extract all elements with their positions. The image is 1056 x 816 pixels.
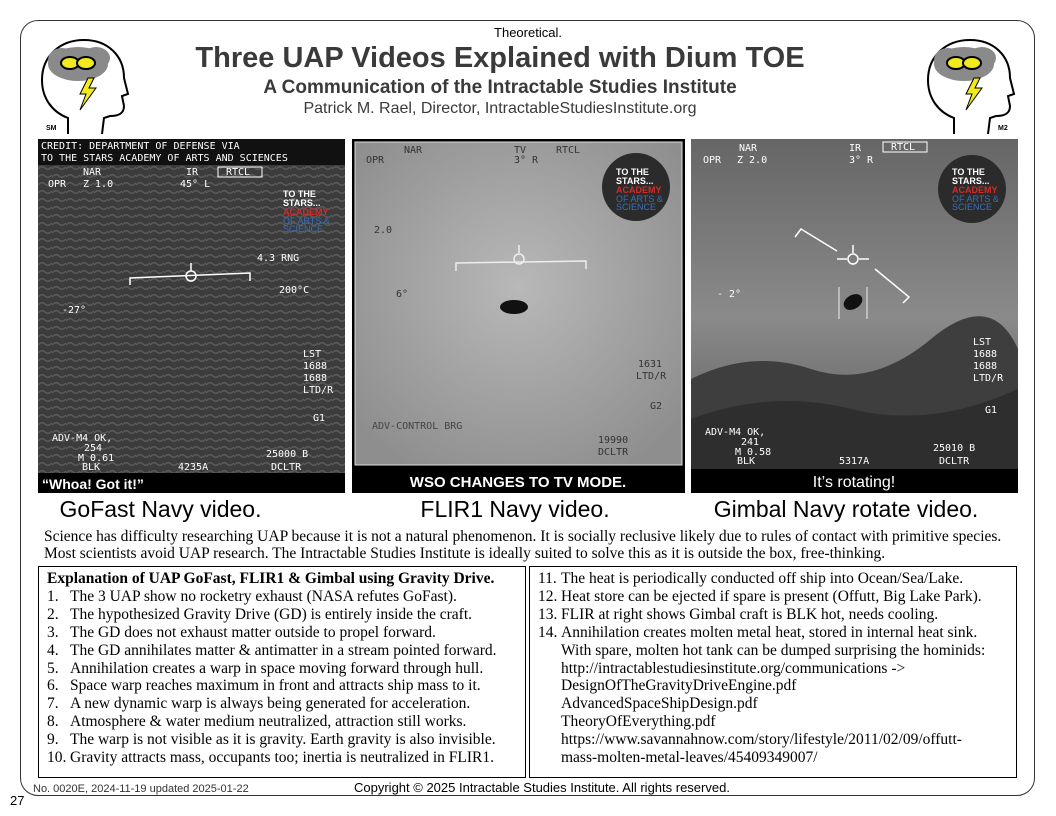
opr-label: OPR — [703, 155, 722, 166]
mach-label: M 0.58 — [735, 447, 772, 458]
readout-1688-b: 1688 — [303, 373, 328, 384]
spaceship-design-doc-link[interactable]: AdvancedSpaceShipDesign.pdf — [561, 695, 758, 713]
tts-line-5: SCIENCE — [616, 202, 657, 212]
tts-line-5: SCIENCE — [283, 224, 324, 234]
intro-paragraph: Science has difficulty researching UAP because it is not a natural phenomenon. It is socially reclusive likely due to rules of contact with primitive species. Most scientists avoid UAP research. The Intractable Studies Institute is ideally suited to solve this as it is outside the box, free-thinking. — [44, 528, 1002, 562]
nar-label: NAR — [739, 143, 758, 154]
list-item: 14. Annihilation creates molten metal heat, stored in internal heat sink. — [538, 623, 978, 641]
blk-label: BLK — [737, 456, 756, 467]
tts-line-1: TO THE — [616, 167, 649, 177]
brain-head-icon — [924, 36, 1020, 136]
explanation-box-left — [38, 566, 526, 778]
list-item: 5. Annihilation creates a warp in space moving forward through hull. — [47, 659, 484, 677]
gravity-drive-doc-link[interactable]: DesignOfTheGravityDriveEngine.pdf — [561, 677, 797, 695]
tts-line-2: STARS... — [952, 176, 990, 186]
tts-line-4: OF ARTS & — [283, 216, 330, 226]
copyright: Copyright © 2025 Intractable Studies Institute. All rights reserved. — [354, 780, 730, 795]
code-label: 4235A — [178, 462, 209, 473]
brain-head-icon — [38, 36, 134, 136]
tv-label: TV — [514, 145, 527, 156]
tts-line-3: ACADEMY — [952, 185, 998, 195]
readout-1688-a: 1688 — [303, 361, 328, 372]
nar-label: NAR — [404, 145, 423, 156]
rtcl-label: RTCL — [226, 167, 251, 178]
readout-1631: 1631 — [638, 359, 663, 370]
dcltr-label: DCLTR — [271, 462, 302, 473]
flir1-video-frame — [352, 139, 685, 493]
gofast-video-frame — [38, 139, 345, 493]
temp-label: 200°C — [279, 285, 310, 296]
adv-label: ADV-M4 OK, — [705, 427, 766, 438]
gimbal-caption: Gimbal Navy rotate video. — [713, 496, 979, 522]
list-item: 1. The 3 UAP show no rocketry exhaust (NASA refutes GoFast). — [47, 587, 457, 605]
tts-line-1: TO THE — [952, 167, 985, 177]
angle-label: 45° L — [180, 179, 211, 190]
elevation-label: 6° — [396, 289, 409, 300]
tts-line-1: TO THE — [283, 189, 316, 199]
range-label: 4.3 RNG — [257, 253, 300, 264]
tts-line-3: ACADEMY — [616, 185, 662, 195]
altitude-label: 19990 — [598, 435, 629, 446]
service-mark: SM — [46, 125, 57, 132]
altitude-label: 25010 B — [933, 443, 976, 454]
savannah-news-link-cont[interactable]: mass-molten-metal-leaves/45409349007/ — [561, 749, 818, 767]
tts-line-2: STARS... — [283, 198, 321, 208]
g1-label: G1 — [985, 405, 998, 416]
altitude-label: 25000 B — [266, 449, 309, 460]
ir-label: IR — [186, 167, 199, 178]
theoretical-tag: Theoretical. — [494, 25, 562, 40]
list-item: 4. The GD annihilates matter & antimatter in a stream pointed forward. — [47, 641, 497, 659]
page-subtitle: A Communication of the Intractable Studies Institute — [263, 77, 737, 98]
adv-label: ADV-M4 OK, — [52, 433, 113, 444]
code-label: 5317A — [839, 456, 870, 467]
page-number: 27 — [10, 793, 25, 808]
tts-line-2: STARS... — [616, 176, 654, 186]
institute-logo-left — [38, 36, 134, 136]
readout-1688-a: 1688 — [973, 349, 998, 360]
dcltr-label: DCLTR — [939, 456, 970, 467]
elevation-label: - 2° — [717, 289, 742, 300]
ltd-label: LTD/R — [303, 385, 334, 396]
list-item: 9. The warp is not visible as it is gravity. Earth gravity is also invisible. — [47, 731, 496, 749]
communications-link[interactable]: http://intractablestudiesinstitute.org/communications -> — [561, 659, 906, 677]
page-title: Three UAP Videos Explained with Dium TOE — [195, 42, 805, 74]
adv-label: ADV-CONTROL BRG — [372, 421, 463, 432]
list-item: 2. The hypothesized Gravity Drive (GD) is entirely inside the craft. — [47, 605, 473, 623]
list-item: 3. The GD does not exhaust matter outside to propel forward. — [47, 623, 436, 641]
list-item: 8. Atmosphere & water medium neutralized, attraction still works. — [47, 713, 467, 731]
adv-number: 254 — [84, 443, 103, 454]
list-item: 6. Space warp reaches maximum in front and attracts ship mass to it. — [47, 677, 481, 695]
document-id: No. 0020E, 2024-11-19 updated 2025-01-22 — [33, 783, 249, 795]
explanation-heading: Explanation of UAP GoFast, FLIR1 & Gimbal using Gravity Drive. — [47, 570, 495, 587]
lst-label: LST — [303, 349, 322, 360]
explanation-box-right — [529, 566, 1017, 778]
rtcl-label: RTCL — [556, 145, 581, 156]
toe-doc-link[interactable]: TheoryOfEverything.pdf — [561, 713, 716, 731]
gofast-banner: “Whoa! Got it!” — [42, 476, 144, 492]
tts-line-4: OF ARTS & — [616, 194, 663, 204]
zoom-label: Z 1.0 — [83, 179, 114, 190]
savannah-news-link[interactable]: https://www.savannahnow.com/story/lifestyle/2011/02/09/offutt- — [561, 731, 962, 749]
tts-line-4: OF ARTS & — [952, 194, 999, 204]
ir-label: IR — [849, 143, 862, 154]
mach-label: M 0.61 — [78, 453, 115, 464]
gimbal-banner: It’s rotating! — [812, 474, 896, 491]
dcltr-label: DCLTR — [598, 447, 629, 458]
flir1-banner: WSO CHANGES TO TV MODE. — [409, 474, 627, 491]
gimbal-video-frame — [691, 139, 1018, 493]
list-item: 12. Heat store can be ejected if spare is present (Offutt, Big Lake Park). — [538, 587, 982, 605]
lst-label: LST — [973, 337, 992, 348]
gofast-caption: GoFast Navy video. — [59, 496, 262, 522]
uap-target — [500, 300, 528, 314]
tts-line-3: ACADEMY — [283, 207, 329, 217]
angle-label: 3° R — [849, 155, 874, 166]
ltd-label: LTD/R — [973, 373, 1004, 384]
credit-line-2: TO THE STARS ACADEMY OF ARTS AND SCIENCES — [41, 153, 288, 164]
angle-label: 3° R — [514, 155, 539, 166]
readout-1688-b: 1688 — [973, 361, 998, 372]
nar-label: NAR — [83, 167, 102, 178]
adv-number: 241 — [741, 437, 760, 448]
rtcl-label: RTCL — [891, 142, 916, 153]
zoom-label: Z 2.0 — [737, 155, 768, 166]
list-item: 7. A new dynamic warp is always being generated for acceleration. — [47, 695, 471, 713]
opr-label: OPR — [366, 155, 385, 166]
g2-label: G2 — [650, 401, 663, 412]
ltd-label: LTD/R — [636, 371, 667, 382]
list-item: 11. The heat is periodically conducted off ship into Ocean/Sea/Lake. — [538, 570, 964, 587]
list-item: 10. Gravity attracts mass, occupants too; inertia is neutralized in FLIR1. — [47, 749, 494, 767]
director-line: Patrick M. Rael, Director, IntractableStudiesInstitute.org — [303, 100, 697, 117]
g1-label: G1 — [313, 413, 326, 424]
m2-mark: M2 — [998, 125, 1008, 132]
institute-logo-right — [924, 36, 1020, 136]
opr-label: OPR — [48, 179, 67, 190]
blk-label: BLK — [82, 462, 101, 473]
elevation-label: -27° — [62, 305, 87, 316]
flir1-caption: FLIR1 Navy video. — [420, 496, 610, 522]
zoom-label: 2.0 — [374, 225, 393, 236]
list-item: 13. FLIR at right shows Gimbal craft is BLK hot, needs cooling. — [538, 605, 939, 623]
tts-line-5: SCIENCE — [952, 202, 993, 212]
continuation-line: With spare, molten hot tank can be dumped surprising the hominids: — [561, 641, 986, 659]
credit-line-1: CREDIT: DEPARTMENT OF DEFENSE VIA — [41, 141, 240, 152]
